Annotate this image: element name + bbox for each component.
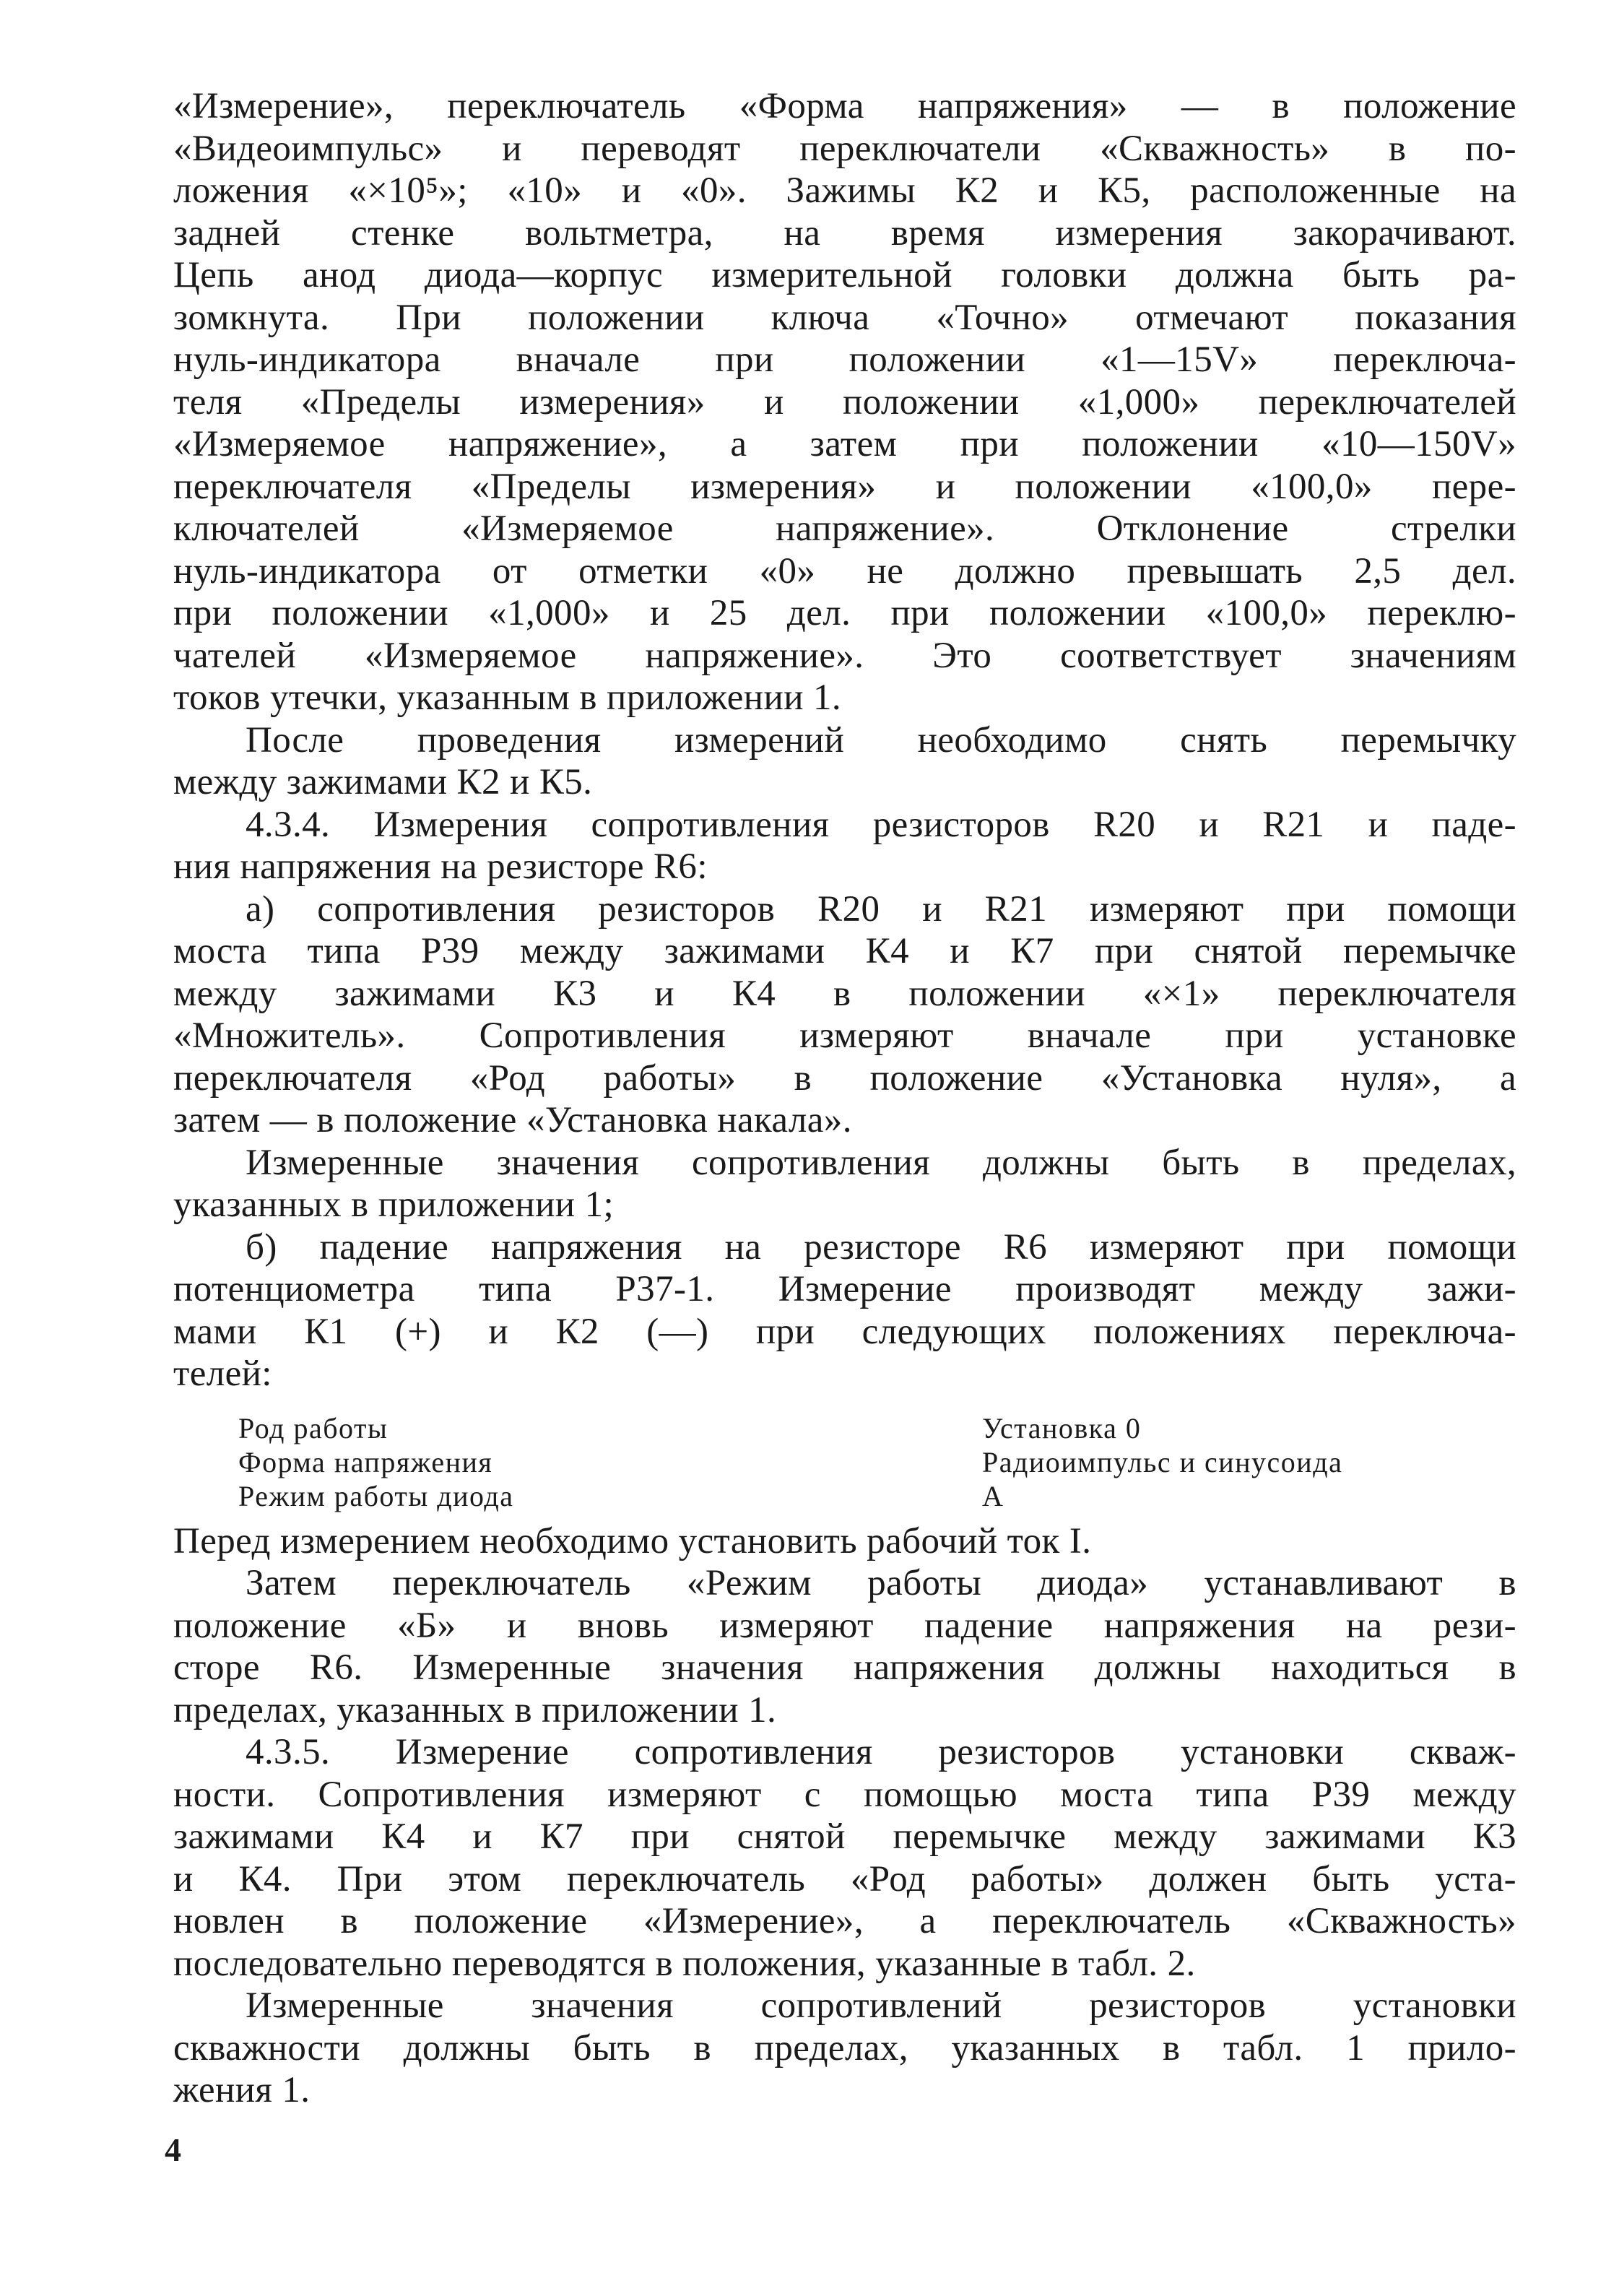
paragraph-7 [173,1520,1516,1563]
paragraph-b [173,1226,1516,1395]
text-line: Перед измерением необходимо установить рабочий ток I. [173,1520,1092,1561]
setting-value: А [982,1479,1004,1512]
text-line: положение «Б» и вновь измеряют падение напряжения на рези- [173,1605,1516,1646]
text-line: нуль-индикатора вначале при положении «1—15V» переключа- [173,339,1516,380]
text-line: После проведения измерений необходимо снять перемычку [246,719,1516,761]
text-line: сторе R6. Измеренные значения напряжения должны находиться в [173,1647,1516,1688]
text-line: «Видеоимпульс» и переводят переключатели «Скважность» в по- [173,128,1516,169]
text-line: чателей «Измеряемое напряжение». Это соответствует значениям [173,635,1516,676]
text-line: ности. Сопротивления измеряют с помощью моста типа Р39 между [173,1774,1516,1815]
text-line: теля «Пределы измерения» и положении «1,000» переключателей [173,381,1516,423]
switch-settings-list [238,1411,1516,1513]
text-line: пределах, указанных в приложении 1. [173,1689,777,1730]
setting-value: Радиоимпульс и синусоида [982,1445,1343,1478]
text-line: Измеренные значения сопротивлений резисторов установки [246,1985,1516,2026]
text-line: «Множитель». Сопротивления измеряют вначале при установке [173,1015,1516,1056]
paragraph-10 [173,1985,1516,2112]
text-line: 4.3.5. Измерение сопротивления резисторов установки скваж- [246,1732,1516,1772]
setting-name: Род работы [238,1411,389,1444]
setting-row [238,1411,1516,1445]
setting-row [238,1479,1516,1513]
text-line: между зажимами К3 и К4 в положении «×1» переключателя [173,973,1516,1014]
paragraph-5 [173,1142,1516,1226]
setting-row [238,1445,1516,1479]
text-line: между зажимами К2 и К5. [173,762,593,802]
text-line: моста типа Р39 между зажимами К4 и К7 при снятой перемычке [173,931,1516,971]
setting-name: Режим работы диода [238,1479,514,1512]
text-line: ложения «×10⁵»; «10» и «0». Зажимы К2 и К5, расположенные на [173,170,1516,211]
text-line: скважности должны быть в пределах, указанных в табл. 1 прило- [173,2027,1516,2068]
text-line: переключателя «Род работы» в положение «Установка нуля», а [173,1057,1516,1099]
text-line: новлен в положение «Измерение», а переключатель «Скважность» [173,1901,1516,1941]
text-line: б) падение напряжения на резисторе R6 измеряют при помощи [246,1226,1516,1268]
text-line: Цепь анод диода—корпус измерительной головки должна быть ра- [173,255,1516,295]
text-line: затем — в положение «Установка накала». [173,1100,852,1140]
text-line: а) сопротивления резисторов R20 и R21 измеряют при помощи [246,888,1516,930]
text-line: переключателя «Пределы измерения» и положении «100,0» пере- [173,466,1516,507]
section-4-3-4-heading [173,804,1516,888]
text-line: указанных в приложении 1; [173,1184,615,1225]
text-line: нуль-индикатора от отметки «0» не должно превышать 2,5 дел. [173,550,1516,592]
text-line: ния напряжения на резисторе R6: [173,846,708,887]
paragraph-8 [173,1562,1516,1731]
text-line: последовательно переводятся в положения, указанные в табл. 2. [173,1943,1196,1984]
text-line: зажимами К4 и К7 при снятой перемычке между зажимами К3 [173,1816,1516,1857]
text-line: Затем переключатель «Режим работы диода» устанавливают в [246,1563,1516,1603]
setting-name: Форма напряжения [238,1445,493,1478]
paragraph-a [173,888,1516,1142]
page-body [173,85,1516,2112]
setting-value: Установка 0 [982,1411,1142,1444]
text-line: зомкнута. При положении ключа «Точно» отмечают показания [173,297,1516,338]
page-number: 4 [165,2131,181,2168]
text-line: задней стенке вольтметра, на время измерения закорачивают. [173,212,1516,254]
text-line: 4.3.4. Измерения сопротивления резисторов R20 и R21 и паде- [246,804,1516,845]
text-line: потенциометра типа Р37-1. Измерение производят между зажи- [173,1269,1516,1309]
text-line: и К4. При этом переключатель «Род работы» должен быть уста- [173,1858,1516,1899]
text-line: телей: [173,1353,272,1394]
paragraph-1 [173,85,1516,719]
text-line: «Измеряемое напряжение», а затем при положении «10—150V» [173,424,1516,464]
paragraph-2 [173,719,1516,804]
text-line: Измеренные значения сопротивления должны быть в пределах, [246,1142,1516,1183]
section-4-3-5 [173,1731,1516,1985]
text-line: жения 1. [173,2070,311,2110]
text-line: мами К1 (+) и К2 (—) при следующих положениях переключа- [173,1311,1516,1352]
text-line: токов утечки, указанным в приложении 1. [173,677,842,718]
text-line: ключателей «Измеряемое напряжение». Отклонение стрелки [173,508,1516,549]
text-line: при положении «1,000» и 25 дел. при положении «100,0» переклю- [173,593,1516,633]
text-line: «Измерение», переключатель «Форма напряжения» — в положение [173,86,1516,126]
